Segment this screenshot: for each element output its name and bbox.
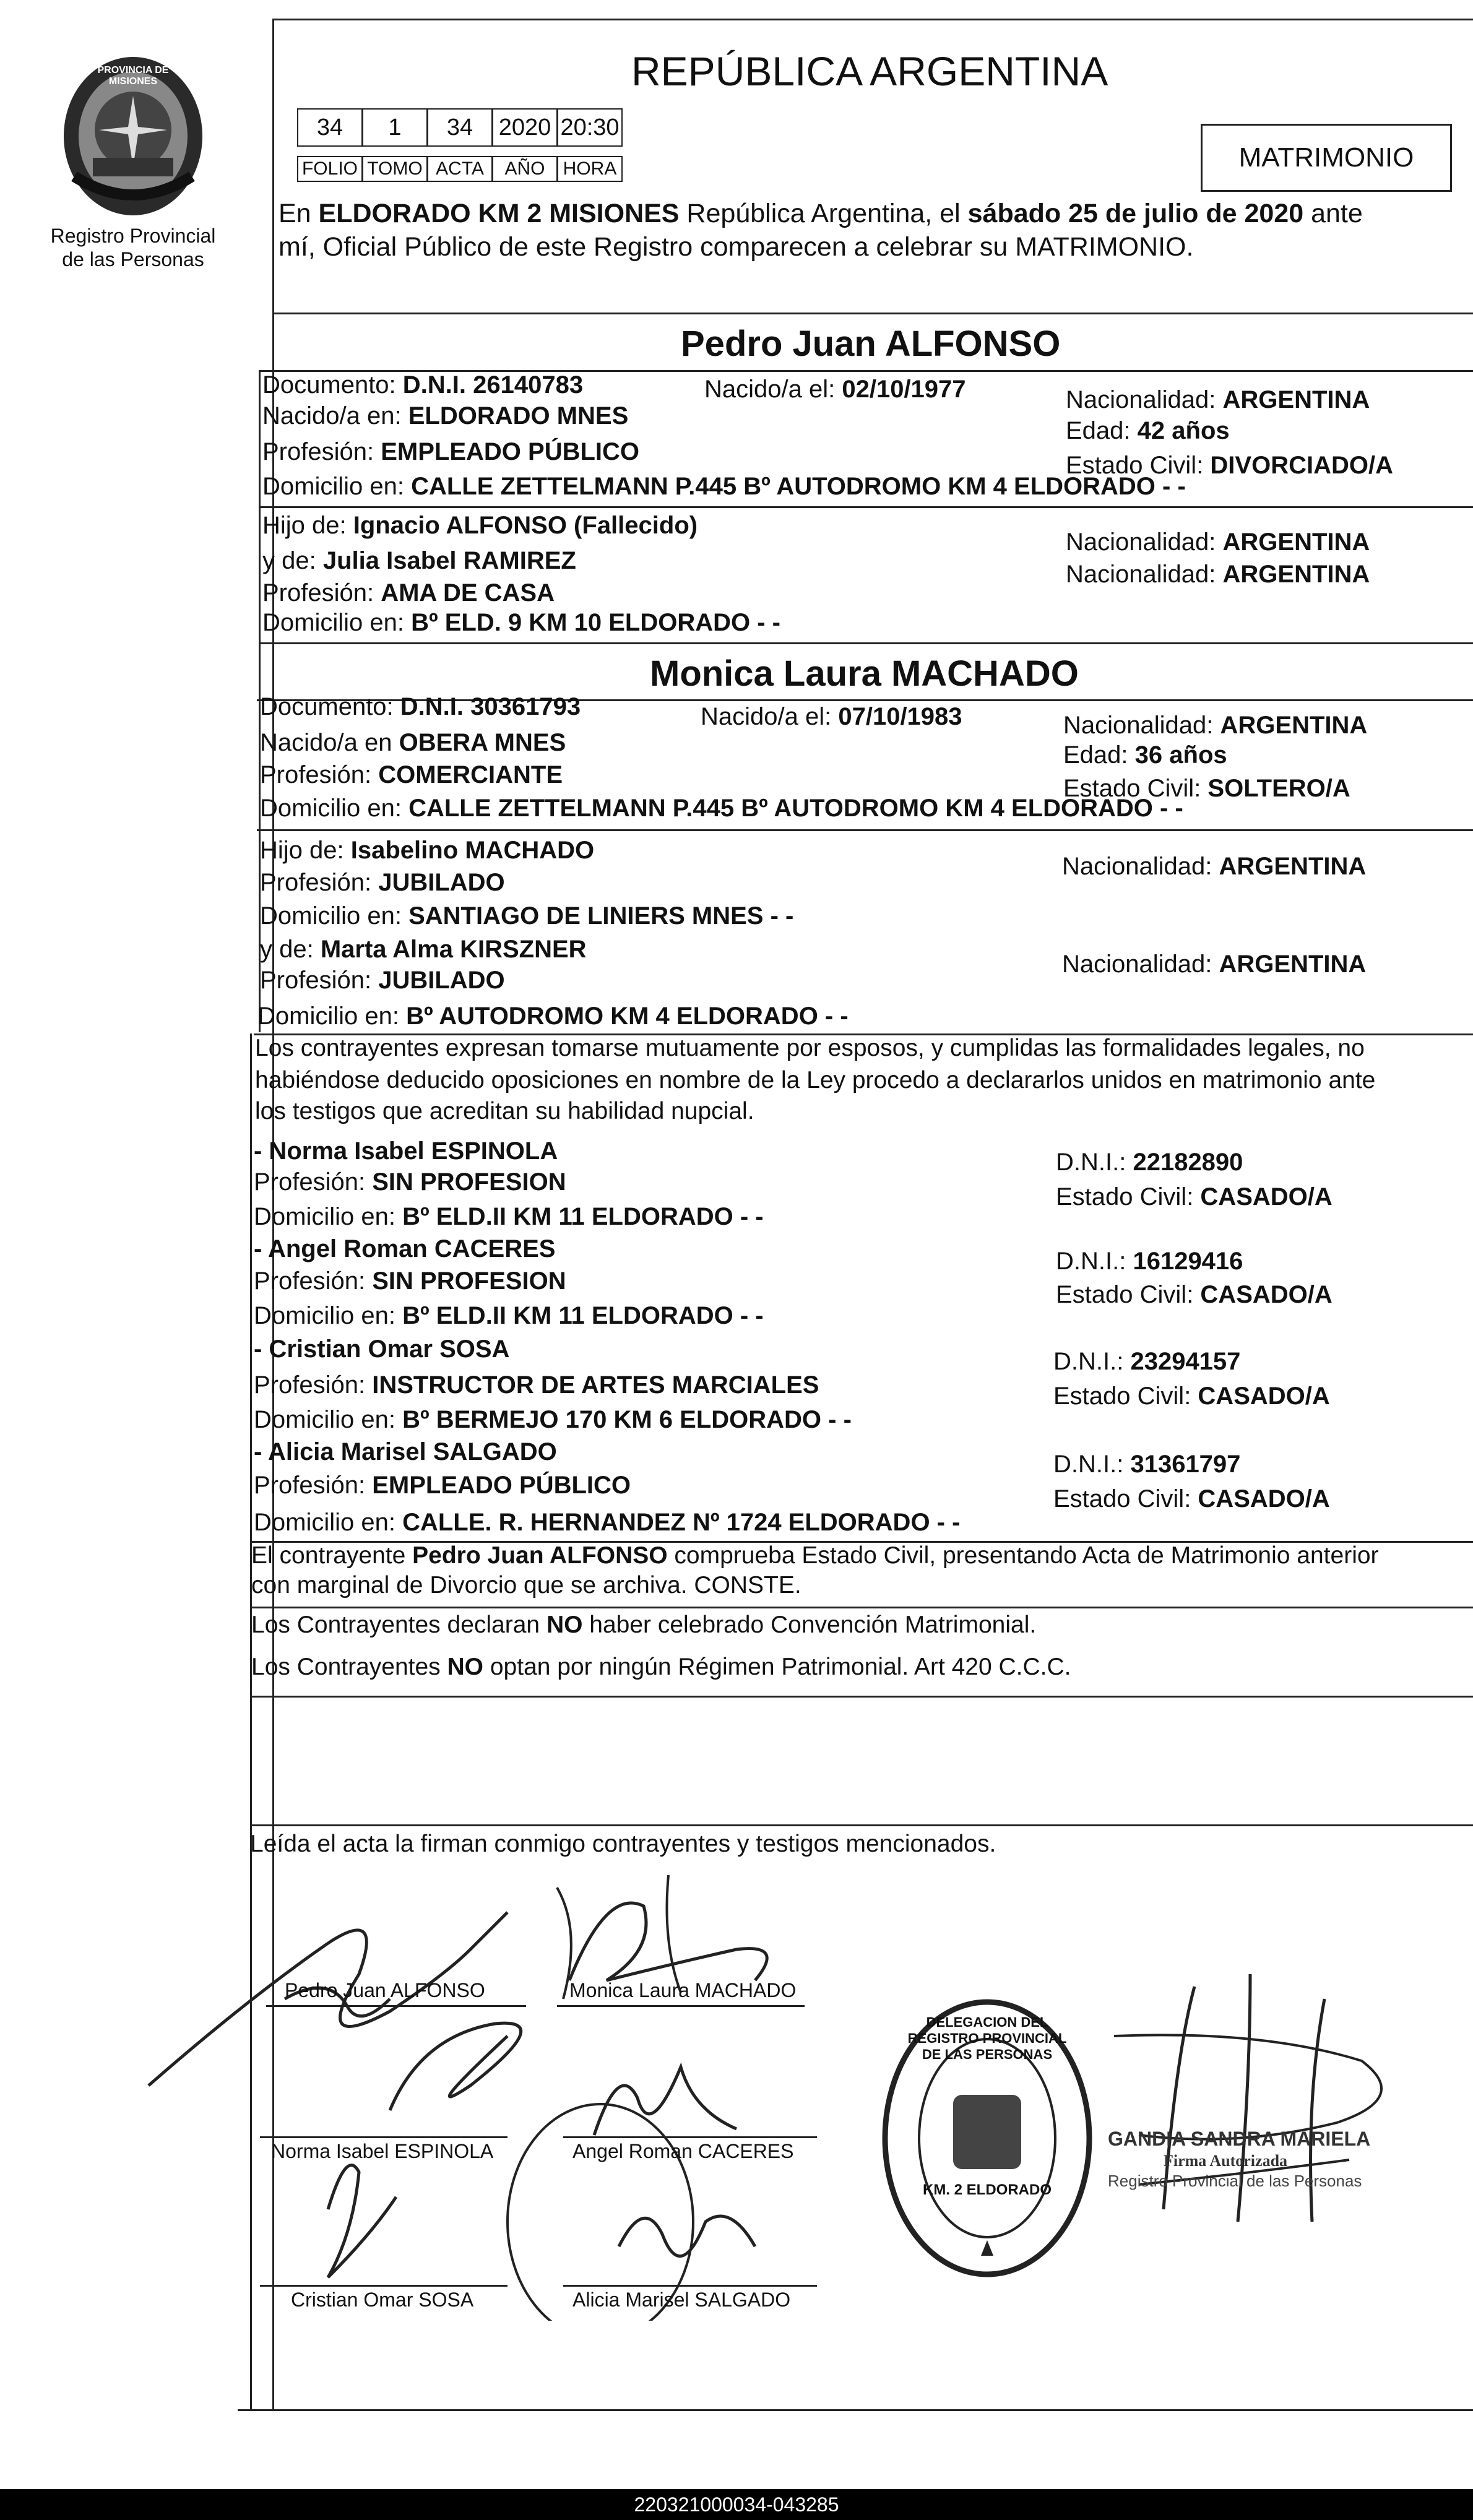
logo-text: PROVINCIA DE MISIONES	[97, 65, 169, 87]
rule-bride-parents	[257, 829, 1473, 831]
groom-madre-profesion: Profesión: AMA DE CASA	[262, 579, 555, 606]
note-divorce-line1: El contrayente Pedro Juan ALFONSO comprueba Estado Civil, presentando Acta de Matrimonio anterior	[251, 1542, 1379, 1569]
bride-madre: y de: Marta Alma KIRSZNER	[260, 936, 587, 963]
note-convencion: Los Contrayentes declaran NO haber celebrado Convención Matrimonial.	[251, 1612, 1037, 1638]
groom-profesion: Profesión: EMPLEADO PÚBLICO	[262, 438, 640, 465]
bride-madre-domicilio: Domicilio en: Bº AUTODROMO KM 4 ELDORADO - -	[257, 1003, 849, 1030]
official-office: Registro Provincial de las Personas	[1108, 2172, 1362, 2190]
bride-domicilio: Domicilio en: CALLE ZETTELMANN P.445 Bº AUTODROMO KM 4 ELDORADO - -	[260, 795, 1183, 822]
witness-name: - Cristian Omar SOSA	[254, 1336, 510, 1363]
registry-name-line1: Registro Provincial	[50, 225, 216, 247]
witness-profesion: Profesión: INSTRUCTOR DE ARTES MARCIALES	[254, 1371, 819, 1399]
bride-padre-domicilio: Domicilio en: SANTIAGO DE LINIERS MNES - -	[260, 902, 794, 930]
rule-empty-top	[250, 1696, 1473, 1698]
signature-line-witness-3	[260, 2285, 508, 2287]
signature-line-groom	[266, 2005, 526, 2007]
signature-line-witness-4	[563, 2285, 817, 2287]
registry-stamp	[879, 1996, 1095, 2281]
witness-name: - Angel Roman CACERES	[254, 1235, 556, 1262]
note-regimen: Los Contrayentes NO optan por ningún Régimen Patrimonial. Art 420 C.C.C.	[251, 1654, 1071, 1680]
groom-padre: Hijo de: Ignacio ALFONSO (Fallecido)	[262, 512, 698, 539]
acta-value: 34	[427, 108, 493, 147]
stamp-ring-text: DELEGACION DEL REGISTRO PROVINCIAL DE LAS PERSONAS	[907, 2014, 1067, 2062]
groom-edad: Edad: 42 años	[1066, 417, 1230, 444]
bride-name: Monica Laura MACHADO	[650, 654, 1079, 694]
witness-dni: D.N.I.: 23294157	[1053, 1348, 1241, 1375]
witness-profesion: Profesión: SIN PROFESION	[254, 1168, 566, 1196]
declaration-line1: Los contrayentes expresan tomarse mutuamente por esposos, y cumplidas las formalidades legales, no	[255, 1035, 1365, 1061]
signature-label-bride: Monica Laura MACHADO	[569, 1979, 797, 2001]
rule-header	[272, 313, 1473, 314]
witness-dni: D.N.I.: 31361797	[1053, 1451, 1241, 1478]
frame-top	[272, 19, 1473, 20]
signature-label-witness-2: Angel Roman CACERES	[572, 2140, 794, 2162]
signature-label-witness-3: Cristian Omar SOSA	[291, 2289, 474, 2311]
stamp-center-text: KM. 2 ELDORADO	[922, 2181, 1052, 2198]
hora-label: HORA	[557, 156, 623, 182]
acta-label: ACTA	[427, 156, 493, 182]
signature-label-witness-1: Norma Isabel ESPINOLA	[271, 2140, 494, 2162]
bride-nacido-en: Nacido/a en OBERA MNES	[260, 729, 566, 756]
witness-estado-civil: Estado Civil: CASADO/A	[1056, 1183, 1333, 1210]
declaration-line3: los testigos que acreditan su habilidad nupcial.	[255, 1098, 754, 1124]
official-name: GANDIA SANDRA MARIELA	[1108, 2128, 1371, 2150]
witness-profesion: Profesión: EMPLEADO PÚBLICO	[254, 1472, 631, 1499]
declaration-line2: habiéndose deducido oposiciones en nombre de la Ley procedo a declararlos unidos en matrimonio ante	[255, 1067, 1376, 1094]
witness-estado-civil: Estado Civil: CASADO/A	[1056, 1281, 1333, 1308]
witness-domicilio: Domicilio en: Bº ELD.II KM 11 ELDORADO - -	[254, 1302, 764, 1329]
bride-profesion: Profesión: COMERCIANTE	[260, 761, 563, 788]
signature-line-bride	[557, 2005, 805, 2007]
registry-name-line2: de las Personas	[62, 248, 204, 270]
tomo-value: 1	[362, 108, 428, 147]
bride-documento: Documento: D.N.I. 30361793	[260, 693, 581, 720]
closing-statement: Leída el acta la firman conmigo contrayentes y testigos mencionados.	[250, 1831, 996, 1857]
note-divorce-line2: con marginal de Divorcio que se archiva. CONSTE.	[251, 1572, 801, 1599]
witness-domicilio: Domicilio en: Bº ELD.II KM 11 ELDORADO - -	[254, 1203, 764, 1230]
tomo-label: TOMO	[362, 156, 428, 182]
signature-label-groom: Pedro Juan ALFONSO	[285, 1979, 485, 2001]
rule-groom-parents	[260, 506, 1473, 508]
act-type: MATRIMONIO	[1238, 142, 1414, 173]
rule-notes-2	[250, 1607, 1473, 1608]
bride-padre-profesion: Profesión: JUBILADO	[260, 869, 505, 896]
official-signature	[1102, 1962, 1423, 2284]
rule-empty-bottom	[250, 1824, 1473, 1826]
bride-madre-profesion: Profesión: JUBILADO	[260, 967, 505, 994]
bride-madre-nacionalidad: Nacionalidad: ARGENTINA	[1062, 951, 1367, 978]
signature-line-witness-1	[260, 2136, 508, 2138]
witness-name: - Alicia Marisel SALGADO	[254, 1438, 557, 1465]
bride-estado-civil: Estado Civil: SOLTERO/A	[1063, 775, 1350, 802]
anio-value: 2020	[492, 108, 558, 147]
bride-edad: Edad: 36 años	[1063, 741, 1227, 769]
bride-nacionalidad: Nacionalidad: ARGENTINA	[1063, 712, 1368, 739]
hora-value: 20:30	[557, 108, 623, 147]
bride-padre-nacionalidad: Nacionalidad: ARGENTINA	[1062, 853, 1367, 880]
bride-nacido-el: Nacido/a el: 07/10/1983	[701, 703, 962, 730]
bride-padre: Hijo de: Isabelino MACHADO	[260, 837, 595, 864]
witness-dni: D.N.I.: 22182890	[1056, 1149, 1243, 1176]
witness-name: - Norma Isabel ESPINOLA	[254, 1137, 558, 1165]
witness-domicilio: Domicilio en: CALLE. R. HERNANDEZ Nº 1724 ELDORADO - -	[254, 1509, 961, 1536]
groom-documento: Documento: D.N.I. 26140783	[262, 371, 584, 399]
witness-estado-civil: Estado Civil: CASADO/A	[1053, 1383, 1330, 1410]
groom-madre: y de: Julia Isabel RAMIREZ	[262, 547, 576, 574]
signature-line-witness-2	[563, 2136, 817, 2138]
province-coat-of-arms	[56, 53, 210, 220]
groom-padres-domicilio: Domicilio en: Bº ELD. 9 KM 10 ELDORADO - -	[262, 609, 780, 636]
witness-domicilio: Domicilio en: Bº BERMEJO 170 KM 6 ELDORADO - -	[254, 1406, 852, 1433]
groom-nacido-el: Nacido/a el: 02/10/1977	[704, 376, 966, 403]
official-role: Firma Autorizada	[1164, 2152, 1288, 2170]
anio-label: AÑO	[492, 156, 558, 182]
rule-bride	[260, 642, 1473, 644]
signature-label-witness-4: Alicia Marisel SALGADO	[572, 2289, 791, 2311]
groom-madre-nacionalidad: Nacionalidad: ARGENTINA	[1066, 561, 1370, 588]
document-id-footer: 220321000034-043285	[0, 2489, 1473, 2520]
country-title: REPÚBLICA ARGENTINA	[631, 48, 1108, 94]
folio-label: FOLIO	[297, 156, 363, 182]
folio-value: 34	[297, 108, 363, 147]
groom-nacionalidad: Nacionalidad: ARGENTINA	[1066, 386, 1370, 413]
frame-bottom	[238, 2409, 1473, 2411]
groom-padre-nacionalidad: Nacionalidad: ARGENTINA	[1066, 529, 1370, 556]
groom-domicilio: Domicilio en: CALLE ZETTELMANN P.445 Bº AUTODROMO KM 4 ELDORADO - -	[262, 473, 1186, 500]
witness-dni: D.N.I.: 16129416	[1056, 1248, 1243, 1275]
act-type-box	[1201, 124, 1452, 192]
intro-line2: mí, Oficial Público de este Registro comparecen a celebrar su MATRIMONIO.	[279, 232, 1194, 262]
witness-estado-civil: Estado Civil: CASADO/A	[1053, 1485, 1330, 1512]
witness-profesion: Profesión: SIN PROFESION	[254, 1267, 566, 1295]
signature-scribbles	[124, 1850, 866, 2321]
intro-line1: En ELDORADO KM 2 MISIONES República Argentina, el sábado 25 de julio de 2020 ante	[279, 199, 1363, 228]
groom-nacido-en: Nacido/a en: ELDORADO MNES	[262, 402, 629, 429]
groom-estado-civil: Estado Civil: DIVORCIADO/A	[1066, 452, 1393, 479]
groom-name: Pedro Juan ALFONSO	[681, 324, 1061, 364]
